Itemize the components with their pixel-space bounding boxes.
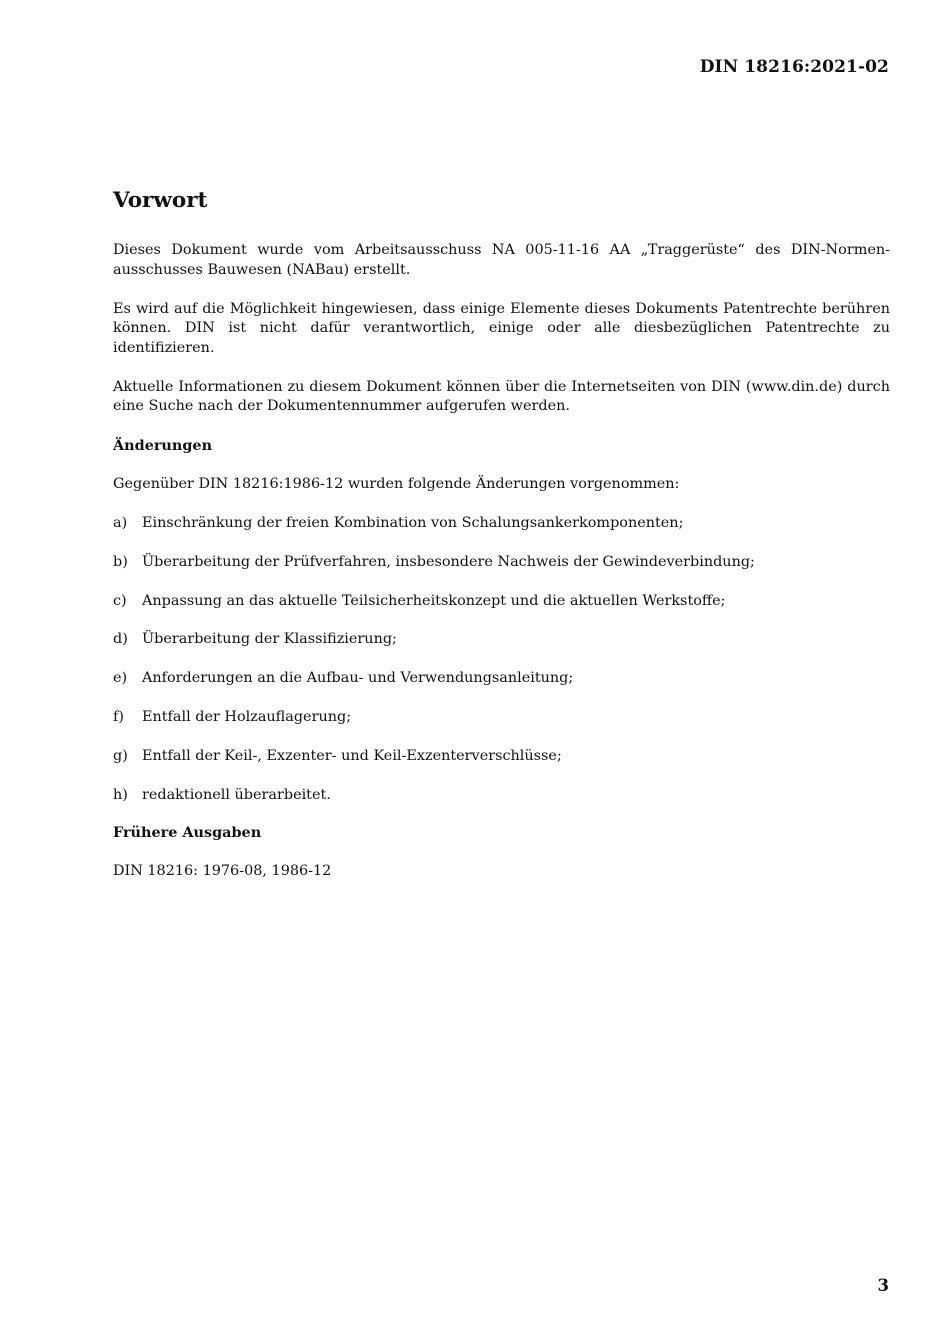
list-item <box>113 630 890 650</box>
changes-list <box>113 514 890 805</box>
list-item-marker: f) <box>113 708 124 725</box>
document-id-header: DIN 18216:2021-02 <box>699 57 889 77</box>
list-item-text: Überarbeitung der Prüfverfahren, insbesondere Nachweis der Gewindeverbindung; <box>142 553 755 570</box>
foreword-section <box>113 187 890 901</box>
list-item <box>113 592 890 612</box>
list-item <box>113 553 890 573</box>
changes-intro: Gegenüber DIN 18216:1986-12 wurden folgende Änderungen vorgenommen: <box>113 476 680 492</box>
page-number: 3 <box>877 1276 889 1295</box>
list-item-text: Entfall der Keil-, Exzenter- und Keil-Exzenterverschlüsse; <box>142 747 562 764</box>
list-item-text: Überarbeitung der Klassifizierung; <box>142 631 397 648</box>
list-item-marker: a) <box>113 515 128 531</box>
section-title: Vorwort <box>113 188 208 213</box>
list-item-text: redaktionell überarbeitet. <box>142 786 331 803</box>
paragraph-current-information: Aktuelle Informationen zu diesem Dokument können über die Internetseiten von DIN (www.din.de) durch eine Suche nach der Dokumentennummer aufgerufen werden. <box>113 378 890 414</box>
paragraph-patent-notice: Es wird auf die Möglichkeit hingewiesen, dass einige Elemente dieses Dokuments Patentrechte berühren können. DIN ist nicht dafür verantwortlich, einige oder alle diesbezüglichen Patentrechte zu identifizieren. <box>113 300 890 356</box>
list-item-marker: b) <box>113 553 128 570</box>
list-item-marker: e) <box>113 670 128 687</box>
list-item <box>113 747 890 767</box>
list-item-marker: c) <box>113 592 127 609</box>
list-item-marker: g) <box>113 747 128 764</box>
list-item <box>113 514 890 534</box>
list-item <box>113 669 890 689</box>
list-item-text: Anpassung an das aktuelle Teilsicherheitskonzept und die aktuellen Werkstoffe; <box>142 592 726 609</box>
paragraph-committee: Dieses Dokument wurde vom Arbeitsausschuss NA 005-11-16 AA „Traggerüste“ des DIN-Normenausschusses Bauwesen (NABau) erstellt. <box>113 242 890 278</box>
list-item-marker: d) <box>113 631 128 648</box>
list-item-text: Entfall der Holzauflagerung; <box>142 708 352 725</box>
list-item-text: Anforderungen an die Aufbau- und Verwendungsanleitung; <box>142 670 574 687</box>
changes-heading: Änderungen <box>113 437 213 454</box>
earlier-editions-heading: Frühere Ausgaben <box>113 824 262 842</box>
list-item <box>113 786 890 806</box>
list-item-marker: h) <box>113 786 128 803</box>
list-item <box>113 708 890 728</box>
list-item-text: Einschränkung der freien Kombination von Schalungsankerkomponenten; <box>142 515 684 531</box>
earlier-editions-text: DIN 18216: 1976-08, 1986-12 <box>113 863 332 880</box>
